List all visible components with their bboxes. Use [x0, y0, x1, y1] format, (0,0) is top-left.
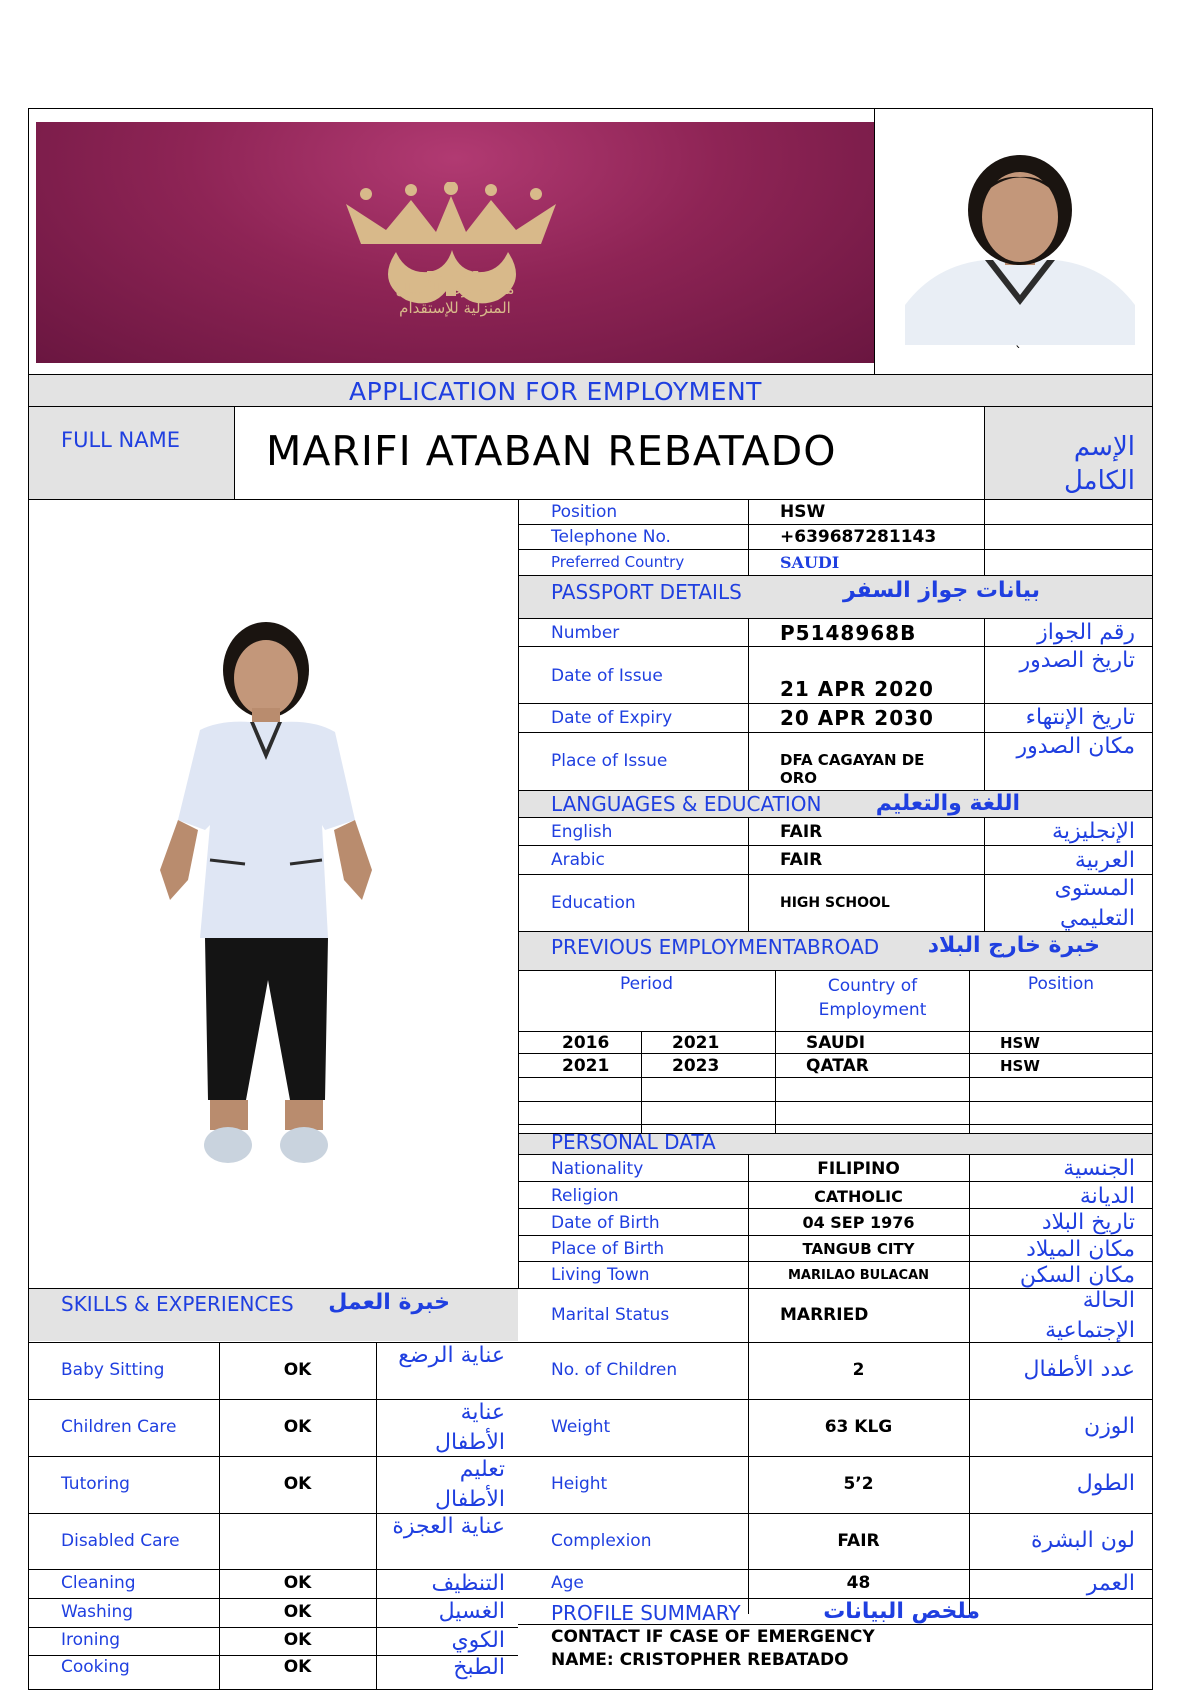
place-of-birth-label-ar: مكان الميلاد	[1026, 1237, 1135, 1262]
previous-header: PREVIOUS EMPLOYMENTABROAD	[551, 935, 880, 959]
logo-banner	[36, 122, 874, 363]
height-label-ar: الطول	[1076, 1471, 1135, 1496]
living-town-value: MARILAO BULACAN	[787, 1268, 930, 1283]
education-label-ar: المستوى التعليمي	[1054, 876, 1135, 931]
skill-washing-value: OK	[283, 1602, 312, 1622]
marital-status-value: MARRIED	[780, 1305, 869, 1325]
skill-tutoring-label-ar: تعليم الأطفال	[435, 1457, 505, 1512]
photo-mark: `	[1015, 345, 1022, 361]
place-of-issue-label: Place of Issue	[551, 751, 668, 771]
telephone-label: Telephone No.	[551, 527, 671, 547]
crown-logo	[326, 182, 576, 352]
prev-row1-from: 2016	[562, 1033, 610, 1053]
prev-row1-position: HSW	[1000, 1034, 1040, 1052]
place-of-birth-label: Place of Birth	[551, 1239, 665, 1259]
skill-baby-sitting-label: Baby Sitting	[61, 1360, 165, 1380]
complexion-label: Complexion	[551, 1531, 652, 1551]
full-name-label: FULL NAME	[61, 428, 180, 452]
col-position: Position	[1027, 974, 1095, 994]
skill-tutoring-value: OK	[283, 1474, 312, 1494]
prev-row2-from: 2021	[562, 1056, 610, 1076]
telephone-value: +639687281143	[780, 527, 937, 547]
languages-header: LANGUAGES & EDUCATION	[551, 792, 822, 816]
english-label: English	[551, 822, 613, 842]
skill-cleaning-value: OK	[283, 1573, 312, 1593]
skill-ironing-value: OK	[283, 1630, 312, 1650]
headshot-photo	[905, 155, 1135, 345]
place-of-issue-value: DFA CAGAYAN DE ORO	[780, 751, 925, 787]
prev-row1-to: 2021	[672, 1033, 720, 1053]
skill-children-care-value: OK	[283, 1417, 312, 1437]
children-label: No. of Children	[551, 1360, 678, 1380]
full-body-photo	[150, 620, 380, 1190]
weight-label: Weight	[551, 1417, 611, 1437]
personal-header: PERSONAL DATA	[551, 1130, 716, 1154]
previous-header-ar: خبرة خارج البلاد	[927, 933, 1100, 958]
col-period: Period	[619, 974, 673, 994]
profile-line1: CONTACT IF CASE OF EMERGENCY	[551, 1627, 875, 1647]
skill-tutoring-label: Tutoring	[61, 1474, 130, 1494]
nationality-value: FILIPINO	[817, 1159, 900, 1179]
logo-arabic-line2: المنزلية للإستقدام	[399, 299, 511, 317]
skill-cleaning-label: Cleaning	[61, 1573, 136, 1593]
age-value: 48	[846, 1573, 871, 1593]
education-value: HIGH SCHOOL	[780, 895, 890, 911]
prev-row2-to: 2023	[672, 1056, 720, 1076]
complexion-label-ar: لون البشرة	[1031, 1528, 1135, 1553]
arabic-label: Arabic	[551, 850, 605, 870]
skills-header-ar: خبرة العمل	[328, 1290, 450, 1315]
date-of-issue-value: 21 APR 2020	[780, 677, 934, 701]
logo-brand: TARAF	[426, 270, 484, 281]
children-value: 2	[852, 1360, 865, 1380]
prev-row1-country: SAUDI	[806, 1033, 866, 1053]
logo-arabic-line1: مكتب ترف الأعمال	[395, 280, 515, 298]
passport-header-ar: بيانات جواز السفر	[842, 578, 1040, 603]
living-town-label-ar: مكان السكن	[1019, 1263, 1135, 1288]
profile-header-ar: ملخص البيانات	[823, 1599, 980, 1624]
passport-header: PASSPORT DETAILS	[551, 580, 742, 604]
children-label-ar: عدد الأطفال	[1023, 1357, 1135, 1382]
date-of-expiry-label: Date of Expiry	[551, 708, 673, 728]
place-of-birth-value: TANGUB CITY	[802, 1240, 915, 1258]
position-label: Position	[551, 502, 618, 522]
skill-baby-sitting-label-ar: عناية الرضع	[398, 1343, 505, 1368]
place-of-issue-label-ar: مكان الصدور	[1016, 734, 1135, 759]
passport-number-label: Number	[551, 623, 620, 643]
skill-cleaning-label-ar: التنظيف	[431, 1571, 505, 1596]
skill-ironing-label-ar: الكوي	[451, 1628, 505, 1653]
skill-baby-sitting-value: OK	[283, 1360, 312, 1380]
skill-washing-label: Washing	[61, 1602, 134, 1622]
nationality-label-ar: الجنسية	[1063, 1156, 1135, 1181]
height-label: Height	[551, 1474, 608, 1494]
position-value: HSW	[780, 502, 826, 522]
date-of-issue-label-ar: تاريخ الصدور	[1019, 648, 1135, 673]
age-label: Age	[551, 1573, 584, 1593]
languages-header-ar: اللغة والتعليم	[875, 791, 1020, 816]
profile-header: PROFILE SUMMARY	[551, 1601, 741, 1625]
religion-label-ar: الديانة	[1079, 1184, 1135, 1209]
preferred-country-label: Preferred Country	[551, 553, 685, 571]
skill-cooking-label: Cooking	[61, 1657, 130, 1677]
weight-value: 63 KLG	[824, 1417, 893, 1437]
page-title: APPLICATION FOR EMPLOYMENT	[349, 377, 762, 406]
skill-cooking-value: OK	[283, 1657, 312, 1677]
prev-row2-position: HSW	[1000, 1057, 1040, 1075]
date-of-expiry-value: 20 APR 2030	[780, 706, 934, 730]
nationality-label: Nationality	[551, 1159, 644, 1179]
date-of-expiry-label-ar: تاريخ الإنتهاء	[1025, 705, 1135, 730]
skill-washing-label-ar: الغسيل	[438, 1599, 505, 1624]
age-label-ar: العمر	[1086, 1571, 1135, 1596]
weight-label-ar: الوزن	[1084, 1414, 1135, 1439]
religion-value: CATHOLIC	[814, 1187, 903, 1206]
skill-disabled-care-label: Disabled Care	[61, 1531, 180, 1551]
marital-status-label: Marital Status	[551, 1305, 670, 1325]
full-name-value: MARIFI ATABAN REBATADO	[266, 427, 837, 475]
skill-disabled-care-label-ar: عناية العجزة	[392, 1514, 505, 1539]
profile-line2: NAME: CRISTOPHER REBATADO	[551, 1650, 849, 1670]
skill-children-care-label-ar: عناية الأطفال	[435, 1400, 505, 1455]
arabic-value: FAIR	[780, 850, 823, 870]
preferred-country-value: SAUDI	[780, 553, 840, 572]
col-country: Country of Employment	[818, 976, 927, 1020]
religion-label: Religion	[551, 1186, 619, 1206]
passport-number-value: P5148968B	[780, 621, 917, 645]
height-value: 5’2	[843, 1474, 874, 1494]
prev-row2-country: QATAR	[806, 1056, 869, 1076]
arabic-label-ar: العربية	[1074, 848, 1135, 873]
passport-number-label-ar: رقم الجواز	[1037, 620, 1135, 645]
marital-status-label-ar: الحالة الإجتماعية	[1045, 1288, 1135, 1343]
education-label: Education	[551, 893, 636, 913]
skill-children-care-label: Children Care	[61, 1417, 177, 1437]
date-of-issue-label: Date of Issue	[551, 666, 663, 686]
english-value: FAIR	[780, 822, 823, 842]
living-town-label: Living Town	[551, 1265, 650, 1285]
date-of-birth-label-ar: تاريخ البلاد	[1041, 1210, 1135, 1235]
skill-ironing-label: Ironing	[61, 1630, 121, 1650]
full-name-label-ar: الإسم الكامل	[1063, 432, 1135, 496]
complexion-value: FAIR	[837, 1531, 880, 1551]
skills-header: SKILLS & EXPERIENCES	[61, 1292, 294, 1316]
date-of-birth-value: 04 SEP 1976	[802, 1213, 915, 1232]
skill-cooking-label-ar: الطبخ	[453, 1655, 505, 1680]
english-label-ar: الإنجليزية	[1052, 819, 1135, 844]
date-of-birth-label: Date of Birth	[551, 1213, 660, 1233]
